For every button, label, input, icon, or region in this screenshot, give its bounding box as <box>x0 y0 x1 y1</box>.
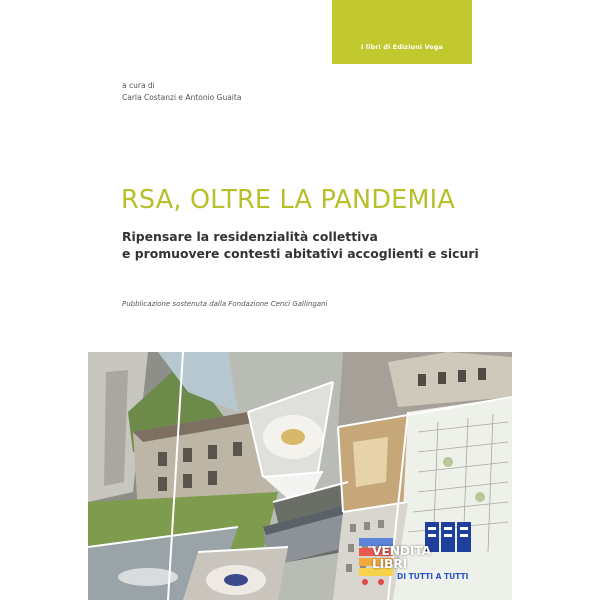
editors-label: a cura di <box>122 81 155 90</box>
photo-left-column <box>104 370 128 486</box>
plan-tree-2 <box>475 492 485 502</box>
food-bottom <box>224 574 248 586</box>
interior-window <box>353 437 388 487</box>
right-villa-window-2 <box>438 372 446 384</box>
book-subtitle <box>122 228 479 262</box>
series-label: I libri di Edizioni Vega <box>360 43 444 51</box>
editors-names: Carla Costanzi e Antonio Guaita <box>122 93 242 102</box>
right-villa-window-3 <box>458 370 466 382</box>
publisher-tagline: DI TUTTI A TUTTI <box>397 572 469 581</box>
plan-tree-1 <box>443 457 453 467</box>
subtitle-line-2: e promuovere contesti abitativi accoglienti e sicuri <box>122 246 479 261</box>
publisher-name <box>372 544 431 570</box>
villa-window-3 <box>208 445 217 459</box>
right-villa-window-4 <box>478 368 486 380</box>
villa-window-5 <box>158 477 167 491</box>
subtitle-line-1: Ripensare la residenzialità collettiva <box>122 229 378 244</box>
right-villa-window-1 <box>418 374 426 386</box>
villa-window-7 <box>208 471 217 485</box>
food-top <box>281 429 305 445</box>
villa-window-2 <box>183 448 192 462</box>
villa-window-4 <box>233 442 242 456</box>
publisher-name-line-1: VENDITA <box>372 543 431 558</box>
villa-window-6 <box>183 474 192 488</box>
sponsor-note: Pubblicazione sostenuta dalla Fondazione Cenci Gallingani <box>122 300 328 308</box>
villa-window-1 <box>158 452 167 466</box>
editors-block <box>122 80 241 104</box>
publisher-logo <box>369 522 501 598</box>
series-banner <box>332 0 472 64</box>
logo-squares-icon <box>425 522 471 552</box>
book-title: RSA, OLTRE LA PANDEMIA <box>121 185 456 215</box>
publisher-name-line-2: LIBRI <box>372 556 407 571</box>
